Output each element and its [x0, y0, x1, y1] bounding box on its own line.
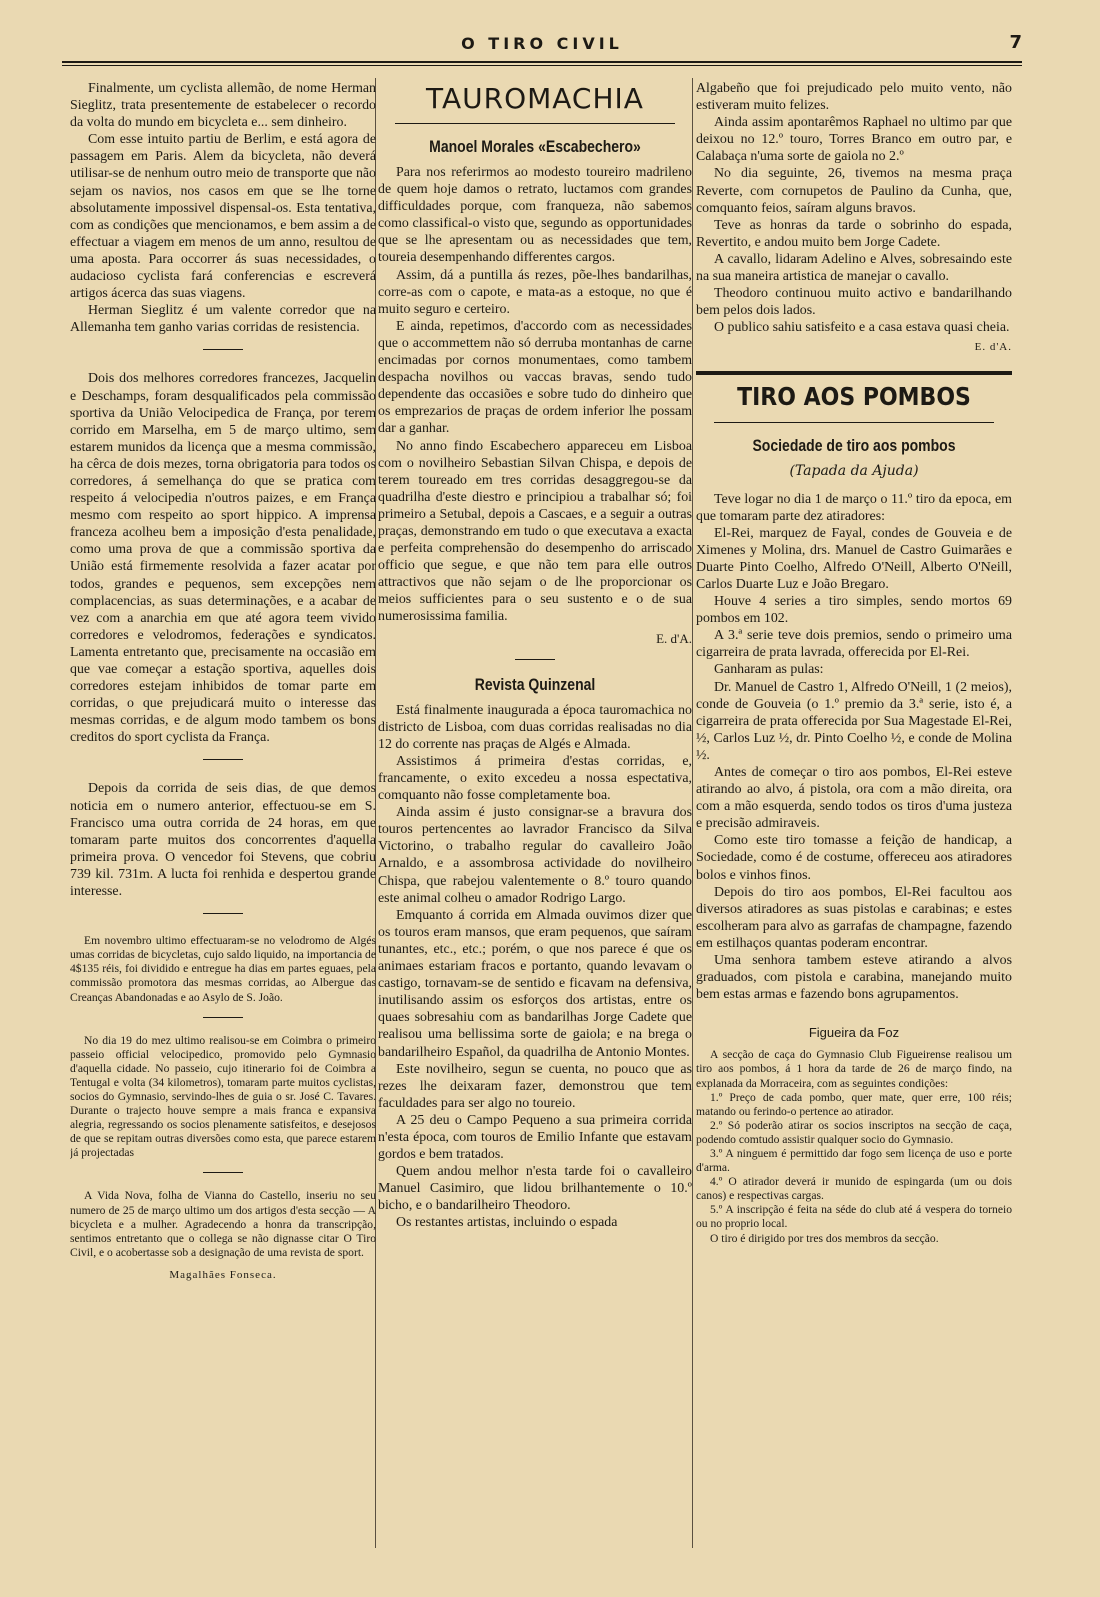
article-paragraph: Uma senhora tambem esteve atirando a alvos graduados, com pistola e carabina, manejando muito bem estas armas e fazendo bons agrupamentos.: [696, 953, 1012, 1003]
article-paragraph: No anno findo Escabechero appareceu em Lisboa com o novilheiro Sebastian Silvan Chispa, e depois de terem toureado em tres corridas desaggregou-se da quadrilha d'este diestro e principiou a trabalhar só; foi primeiro a Setubal, depois a Cascaes, e a seguir a outras praças, demonstrando em tudo o que executava a exacta e perfeita comprehensão do desempenho do arriscado officio que segue, e que não tem para elle outros attractivos que não sejam o de lhe proporcionar os meios sufficientes para o seu sustento e o de sua numerosissima familia.: [378, 438, 692, 625]
article-paragraph: A 3.ª serie teve dois premios, sendo o primeiro uma cigarreira de prata lavrada, offerecida por El-Rei.: [696, 628, 1012, 661]
article-heading: Revista Quinzenal: [474, 674, 596, 694]
article-paragraph: Assistimos á primeira d'estas corridas, e, francamente, o exito excedeu a nossa espectativa, comquanto não fosse completamente boa.: [378, 753, 692, 804]
article-paragraph: Teve as honras da tarde o sobrinho do espada, Revertito, e andou muito bem Jorge Cadete.: [696, 217, 1012, 250]
article-paragraph: Ainda assim é justo consignar-se a bravura dos touros pertencentes ao lavrador Francisco da Silva Victorino, o trabalho regular do cavalleiro João Arnaldo, e a assombrosa actividade do novilheiro Chispa, que rabejou valentemente o 8.º touro quando este animal colheu o amador Rodrigo Largo.: [378, 805, 692, 906]
article-paragraph: Ganharam as pulas:: [714, 662, 824, 678]
author-signature: E. d'A.: [974, 341, 1012, 354]
section-separator: [203, 913, 243, 914]
page-header: [62, 30, 1022, 70]
article-paragraph: Com esse intuito partiu de Berlim, e está agora de passagem em Paris. Alem da bicycleta, não deverá utilisar-se de nenhum outro meio de transporte que não sejam os navios, nos casos em que se lhe torne absolutamente impossivel dispensal-os. Esta tentativa, com as condições que mencionamos, e bem assim a de effectuar a viagem em menos de um anno, resultou de uma aposta. Para occorrer ás suas necessidades, o audacioso cyclista fará conferencias e escreverá artigos ácerca das suas viagens.: [70, 132, 376, 302]
page-number: 7: [1009, 32, 1022, 53]
article-paragraph: Teve logar no dia 1 de março o 11.º tiro da epoca, em que tomaram parte dez atiradores:: [696, 491, 1012, 524]
author-signature: Magalhães Fonseca.: [169, 1268, 277, 1281]
condition-item: 3.º A ninguem é permittido dar fogo sem licença de uso e porte d'arma.: [696, 1146, 1012, 1175]
section-title: TAUROMACHIA: [426, 82, 644, 115]
header-rule: [62, 61, 1022, 63]
news-brief: No dia 19 do mez ultimo realisou-se em Coimbra o primeiro passeio official velocipedico, promovido pelo Gymnasio d'aquella cidade. No passeio, cujo itinerario foi de Coimbra a Tentugal e volta (34 kilometros), tomaram parte muitos cyclistas, socios do Gymnasio, servindo-lhes de guia o sr. José C. Tavares. Durante o trajecto houve sempre a mais franca e expansiva alegria, regressando os socios plenamente satisfeitos, e desejosos de que se repitam outras diversões como esta, que parece estarem já projectadas: [70, 1033, 376, 1160]
condition-item: 1.º Preço de cada pombo, quer mate, quer erre, 100 réis; matando ou ferindo-o pertence ao atirador.: [696, 1090, 1012, 1118]
section-separator: [203, 1017, 243, 1018]
article-paragraph: Este novilheiro, segun se cuenta, no pouco que as rezes lhe deixaram fazer, demonstrou que tem faculdades para ser algo no toureio.: [378, 1061, 692, 1111]
article-paragraph: Está finalmente inaugurada a época tauromachica no districto de Lisboa, com duas corridas realisadas no dia 12 do corrente nas praças de Algés e Almada.: [378, 702, 692, 752]
article-heading: Sociedade de tiro aos pombos: [752, 434, 956, 455]
article-paragraph: Para nos referirmos ao modesto toureiro madrileno de quem hoje damos o retrato, luctamos com grandes difficuldades porque, com franqueza, não sabemos como classifical-o visto que, segundo as opportunidades que se lhe apresentam ou as necessidades que tem, toureia desempenhando differentes cargos.: [378, 165, 692, 266]
article-paragraph: Depois do tiro aos pombos, El-Rei facultou aos diversos atiradores as suas pistolas e carabinas; e estes escolheram para alvo as garrafas de champagne, fazendo em estilhaços quantas poderam encontrar.: [696, 884, 1012, 951]
article-paragraph: A cavallo, lidaram Adelino e Alves, sobresaindo este na sua maneira artistica de manejar o cavallo.: [696, 251, 1012, 285]
column-pigeon-shooting: [696, 80, 1012, 1580]
section-separator: [203, 759, 243, 760]
article-subheading: (Tapada da Ajuda): [789, 462, 919, 479]
running-title: O TIRO CIVIL: [461, 34, 623, 53]
column-divider-2: [692, 78, 693, 1548]
article-paragraph: Emquanto á corrida em Almada ouvimos dizer que os touros eram mansos, que eram pequenos, que saíram tunantes, etc., etc.; porém, o que nos parece é que os animaes estariam fracos e portanto, quando levavam o castigo, tornavam-se de sentido e ficavam na defensiva, inutilisando assim os esforços dos artistas, entre os quaes sobresahiu com as bandarilhas Jorge Cadete que realisou uma bellissima sorte de gaiola; e na brega o bandarilheiro Español, da quadrilha de Antonio Montes.: [378, 907, 692, 1060]
article-paragraph: Herman Sieglitz é um valente corredor que na Allemanha tem ganho varias corridas de resistencia.: [70, 303, 376, 336]
column-tauromachia: [378, 80, 692, 1580]
title-rule: [714, 422, 994, 423]
condition-item: 4.º O atirador deverá ir munido de espingarda (um ou dois canos) e respectivas cargas.: [696, 1175, 1012, 1203]
article-paragraph: Quem andou melhor n'esta tarde foi o cavalleiro Manuel Casimiro, que lidou brilhantemente o 10.º bicho, e o bandarilheiro Theodoro.: [378, 1164, 692, 1214]
news-brief: A Vida Nova, folha de Vianna do Castello, inseriu no seu numero de 25 de março ultimo um dos artigos d'esta secção — A bicycleta e a mulher. Agradecendo a honra da transcripção, sentimos entretanto que o collega se não dignasse citar O Tiro Civil, e o acobertasse sob a designação de uma revista de sport.: [70, 1189, 376, 1259]
article-paragraph: Algabeño que foi prejudicado pelo muito vento, não estiveram muito felizes.: [696, 81, 1012, 114]
article-paragraph: No dia seguinte, 26, tivemos na mesma praça Reverte, com cornupetos de Paulino da Cunha, que, comquanto feios, saíram alguns bravos.: [696, 166, 1012, 216]
article-paragraph: Depois da corrida de seis dias, de que demos noticia em o numero anterior, effectuou-se em S. Francisco uma outra corrida de 24 horas, em que tomaram parte muitos dos concorrentes d'aquella primeira prova. O vencedor foi Stevens, que cobriu 739 kil. 731m. A lucta foi renhida e despertou grande interesse.: [70, 781, 376, 900]
article-paragraph: Dois dos melhores corredores francezes, Jacquelin e Deschamps, foram desqualificados pela commissão sportiva da União Velocipedica de França, por terem corrido em Marselha, em 5 de março ultimo, sem estarem munidos da licença que a mesma commissão, ha cêrca de dois mezes, torna obrigatoria para todos os corredores, á semelhança do que se pratica com respeito á velocipedia n'outros paizes, e em França mesmo com respeito ao sport hippico. A imprensa franceza acolheu bem a imposição d'esta penalidade, como uma prova de que a commissão sportiva da União está firmemente resolvida a fazer acatar por todos, grandes e pequenos, sem excepções nem complacencias, as suas determinações, e a acabar de vez com a anarchia em que até agora teem vivido corredores e velodromos, federações e syndicatos. Lamenta entretanto que, precisamente na occasião em que vae começar a estação sportiva, aquelles dois corredores estejam inhibidos de tomar parte em corridas, o que prejudicará muito o interesse das mesmas corridas, e de algum modo tambem os bons creditos do sport cyclista da França.: [70, 371, 376, 746]
article-paragraph: Finalmente, um cyclista allemão, de nome Herman Sieglitz, trata presentemente de estabelecer o recordo da volta do mundo em bicycleta e... sem dinheiro.: [70, 81, 376, 131]
section-rule: [696, 371, 1012, 375]
news-brief: O tiro é dirigido por tres dos membros da secção.: [710, 1231, 939, 1245]
article-paragraph: Assim, dá a puntilla ás rezes, põe-lhes bandarilhas, corre-as com o capote, e mata-as a estoque, no que é muito seguro e certeiro.: [378, 267, 692, 317]
article-paragraph: E ainda, repetimos, d'accordo com as necessidades que o accommettem não só derruba montanhas de carne encimadas por cornos monumentaes, como tambem despacha novilhos ou vaccas bravas, sendo tudo dependente das occasiões e sobre tudo do dinheiro que os emprezarios de praças de ordem inferior lhe possam dar a ganhar.: [378, 318, 692, 437]
author-signature: E. d'A.: [656, 630, 692, 646]
header-rule-thin: [62, 65, 1022, 66]
article-paragraph: Os restantes artistas, incluindo o espada: [396, 1215, 618, 1231]
condition-item: 2.º Só poderão atirar os socios inscriptos na secção de caça, podendo comtudo assistir qualquer socio do Gymnasio.: [696, 1118, 1012, 1146]
news-brief: A secção de caça do Gymnasio Club Figueirense realisou um tiro aos pombos, á 1 hora da tarde de 26 de março findo, na explanada da Morraceira, com as seguintes condições:: [696, 1048, 1012, 1090]
article-heading: Manoel Morales «Escabechero»: [429, 136, 641, 156]
section-separator: [203, 1172, 243, 1173]
condition-item: 5.º A inscripção é feita na séde do club até á vespera do torneio ou no proprio local.: [696, 1203, 1012, 1231]
article-paragraph: Theodoro continuou muito activo e bandarilhando bem pelos dois lados.: [696, 286, 1012, 319]
article-paragraph: Antes de começar o tiro aos pombos, El-Rei esteve atirando ao alvo, á pistola, ora com a mão direita, ora com a mão esquerda, sendo todos os tiros d'uma justeza e precisão admiraveis.: [696, 765, 1012, 832]
article-paragraph: Como este tiro tomasse a feição de handicap, a Sociedade, como é de costume, offereceu aos atiradores bolos e vinhos finos.: [696, 833, 1012, 883]
news-brief: Em novembro ultimo effectuaram-se no velodromo de Algés umas corridas de bicycletas, cujo saldo liquido, na importancia de 4$135 réis, foi dividido e entregue ha dias em partes eguaes, pela commissão promotora das mesmas corridas, ao Albergue das Creanças Abandonadas e ao Asylo de S. João.: [70, 934, 376, 1004]
article-paragraph: El-Rei, marquez de Fayal, condes de Gouveia e de Ximenes y Molina, drs. Manuel de Castro Guimarães e Duarte Pinto Coelho, Alfredo O'Neill, Alberto O'Neill, Carlos Duarte Luz e João Bregaro.: [696, 525, 1012, 592]
article-paragraph: A 25 deu o Campo Pequeno a sua primeira corrida n'esta época, com touros de Emilio Infante que estavam gordos e bem tratados.: [378, 1112, 692, 1163]
column-cycling: [70, 80, 376, 1580]
section-separator: [515, 659, 555, 660]
article-paragraph: Houve 4 series a tiro simples, sendo mortos 69 pombos em 102.: [696, 594, 1012, 627]
article-paragraph: Dr. Manuel de Castro 1, Alfredo O'Neill, 1 (2 meios), conde de Gouveia (o 1.º premio da 3.ª serie, isto é, a cigarreira de prata offerecida por Sua Magestade El-Rei, ½, Carlos Luz ½, dr. Pinto Coelho ½, e conde de Molina ½.: [696, 679, 1012, 763]
article-paragraph: O publico sahiu satisfeito e a casa estava quasi cheia.: [714, 320, 1010, 336]
section-separator: [203, 349, 243, 350]
article-paragraph: Ainda assim apontarêmos Raphael no ultimo par que deixou no 12.º touro, Torres Branco em outro par, e Calabaça n'uma sorte de gaiola no 2.º: [696, 115, 1012, 165]
article-heading: Figueira da Foz: [808, 1025, 900, 1041]
title-rule: [395, 123, 675, 124]
section-title: TIRO AOS POMBOS: [737, 382, 971, 412]
